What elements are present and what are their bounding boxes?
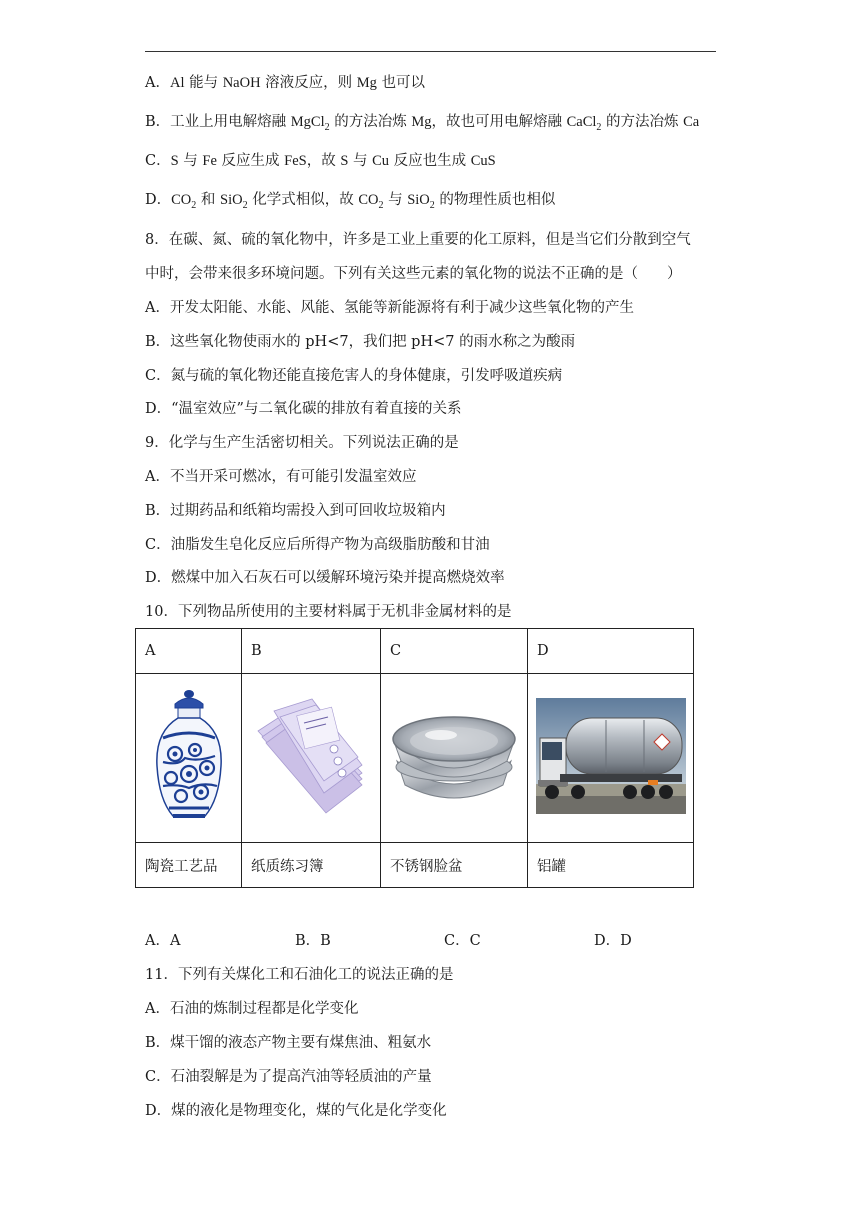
- q8-option-d: D．“温室效应”与二氧化碳的排放有着直接的关系: [145, 401, 462, 417]
- q10-stem: 10．下列物品所使用的主要材料属于无机非金属材料的是: [145, 604, 512, 620]
- q7-option-d: D．$CO_2$ 和 SiO$_2$ 化学式相似，故 $CO_2$ 与 SiO$_2$ 的物理性质也相似: [145, 192, 556, 211]
- q9-stem: 9．化学与生产生活密切相关。下列说法正确的是: [145, 435, 459, 451]
- item-name-b: 纸质练习簿: [242, 843, 381, 888]
- q8-option-a: A．开发太阳能、水能、风能、氢能等新能源将有利于减少这些氧化物的产生: [145, 300, 634, 316]
- table-header-c: C: [381, 629, 528, 674]
- table-header-d: D: [528, 629, 694, 674]
- q7-option-c: C．S 与 Fe 反应生成 FeS，故 S 与 Cu 反应也生成 CuS: [145, 153, 496, 169]
- q7-option-a: A．Al 能与 NaOH 溶液反应，则 Mg 也可以: [145, 75, 426, 91]
- q8-stem-line2: 中时，会带来很多环境问题。下列有关这些元素的氧化物的说法不正确的是（ ）: [145, 266, 682, 282]
- q10-options: [145, 931, 705, 951]
- q9-option-d: D．燃煤中加入石灰石可以缓解环境污染并提高燃烧效率: [145, 570, 505, 586]
- q8-option-c: C．氮与硫的氧化物还能直接危害人的身体健康，引发呼吸道疾病: [145, 368, 563, 384]
- q10-option-a: A．A: [145, 933, 181, 949]
- q10-option-b: B．B: [295, 933, 331, 949]
- steel-basin-cell: [381, 674, 528, 843]
- q10-option-d: D．D: [594, 933, 632, 949]
- aluminium-tank-cell: [528, 674, 694, 843]
- q11-option-d: D．煤的液化是物理变化，煤的气化是化学变化: [145, 1103, 447, 1119]
- q9-option-c: C．油脂发生皂化反应后所得产物为高级脂肪酸和甘油: [145, 537, 490, 553]
- q11-option-a: A．石油的炼制过程都是化学变化: [145, 1001, 359, 1017]
- q8-option-b: B．这些氧化物使雨水的 pH<7，我们把 pH<7 的雨水称之为酸雨: [145, 334, 576, 350]
- q10-items-table: [135, 628, 694, 888]
- porcelain-vase-cell: [136, 674, 242, 843]
- q11-stem: 11．下列有关煤化工和石油化工的说法正确的是: [145, 967, 454, 983]
- paper-notebook-image: [254, 697, 368, 815]
- q11-option-c: C．石油裂解是为了提高汽油等轻质油的产量: [145, 1069, 432, 1085]
- notebook-cell: [242, 674, 381, 843]
- header-rule: [145, 51, 716, 52]
- item-name-d: 铝罐: [528, 843, 694, 888]
- q9-option-a: A．不当开采可燃冰，有可能引发温室效应: [145, 469, 417, 485]
- q8-stem-line1: 8．在碳、氮、硫的氧化物中，许多是工业上重要的化工原料，但是当它们分散到空气: [145, 232, 691, 248]
- table-header-a: A: [136, 629, 242, 674]
- q10-option-c: C．C: [444, 933, 481, 949]
- porcelain-vase-image: [149, 688, 229, 824]
- item-name-c: 不锈钢脸盆: [381, 843, 528, 888]
- table-header-b: B: [242, 629, 381, 674]
- q11-option-b: B．煤干馏的液态产物主要有煤焦油、粗氨水: [145, 1035, 432, 1051]
- tanker-truck-image: [536, 698, 686, 814]
- steel-basin-image: [389, 711, 519, 801]
- q9-option-b: B．过期药品和纸箱均需投入到可回收垃圾箱内: [145, 503, 446, 519]
- q7-option-b: B．工业上用电解熔融 MgCl$_2$ 的方法冶炼 Mg，故也可用电解熔融 CaCl$_2$ 的方法冶炼 Ca: [145, 114, 700, 133]
- item-name-a: 陶瓷工艺品: [136, 843, 242, 888]
